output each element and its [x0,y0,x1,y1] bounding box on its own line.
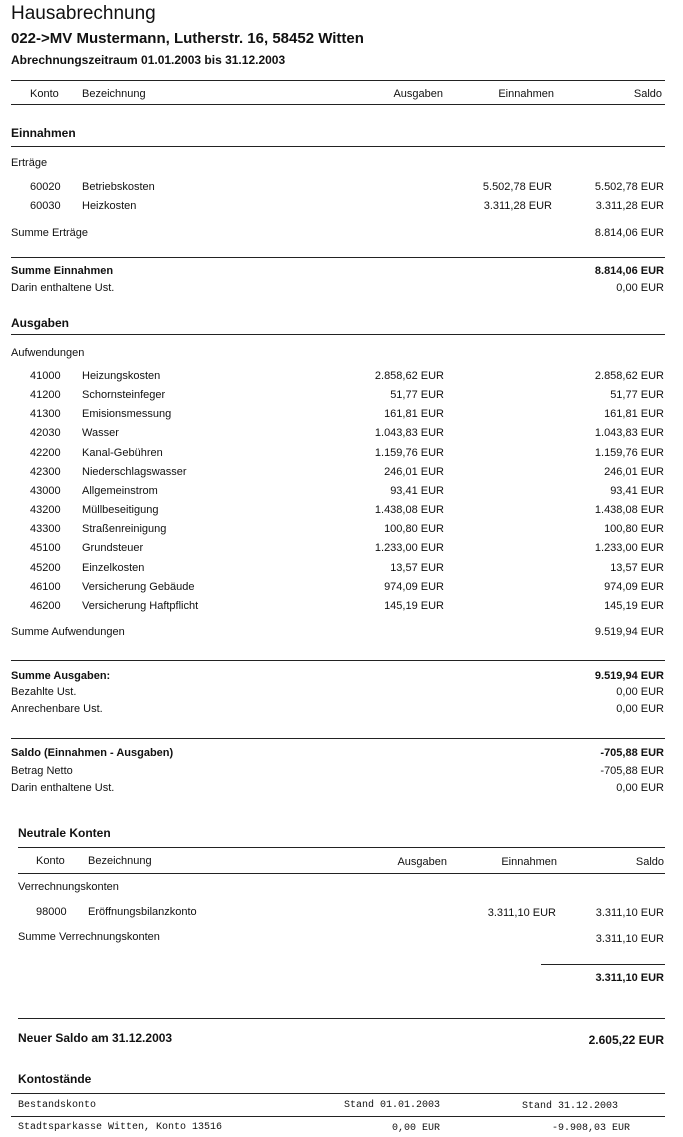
row-name: Grundsteuer [82,542,144,554]
neutrale-total-value: 3.311,10 EUR [595,972,664,984]
col-bezeichnung: Bezeichnung [88,855,152,867]
row-saldo: 51,77 EUR [610,389,664,401]
neuer-saldo-label: Neuer Saldo am 31.12.2003 [18,1031,173,1045]
betrag-netto-label: Betrag Netto [11,765,73,777]
row-saldo: 1.438,08 EUR [594,504,664,516]
row-name: Betriebskosten [82,181,155,193]
row-konto: 41200 [30,389,61,401]
row-name: Allgemeinstrom [82,485,158,497]
anrechenbare-ust-label: Anrechenbare Ust. [11,703,103,715]
saldo-label: Saldo (Einnahmen - Ausgaben) [11,747,174,759]
row-name: Schornsteinfeger [82,389,166,401]
col-einnahmen: Einnahmen [501,856,557,868]
document-title: Hausabrechnung [11,3,156,24]
divider [541,964,665,965]
divider [11,1093,665,1094]
row-konto: 41000 [30,370,61,382]
summe-ertraege-label: Summe Erträge [11,227,89,239]
group-ertraege: Erträge [11,157,48,169]
col-konto: Konto [30,88,59,100]
row-konto: 60030 [30,200,61,212]
row-ausgaben: 974,09 EUR [384,581,444,593]
divider [11,104,665,105]
neuer-saldo-value: 2.605,22 EUR [588,1033,664,1047]
row-konto: 60020 [30,181,61,193]
summe-ausgaben-label: Summe Ausgaben: [11,670,111,682]
row-name: Einzelkosten [82,562,145,574]
row-name: Müllbeseitigung [82,504,159,516]
col-ausgaben: Ausgaben [393,88,443,100]
section-einnahmen: Einnahmen [11,126,76,140]
row-name: Heizkosten [82,200,137,212]
row-name: Versicherung Haftpflicht [82,600,199,612]
row-konto: 41300 [30,408,61,420]
saldo-value: -705,88 EUR [600,747,664,759]
divider [11,738,665,739]
billing-period: Abrechnungszeitraum 01.01.2003 bis 31.12.2003 [11,53,286,67]
summe-aufwendungen-label: Summe Aufwendungen [11,626,125,638]
group-verrechnungskonten: Verrechnungskonten [18,881,119,893]
row-saldo: 93,41 EUR [610,485,664,497]
section-neutrale-konten: Neutrale Konten [18,826,111,840]
row-ausgaben: 2.858,62 EUR [374,370,444,382]
row-ausgaben: 13,57 EUR [390,562,444,574]
row-konto: 45200 [30,562,61,574]
col-saldo: Saldo [635,856,664,868]
row-ausgaben: 1.233,00 EUR [374,542,444,554]
col-bestandskonto: Bestandskonto [18,1100,97,1111]
divider [11,146,665,147]
row-saldo: 100,80 EUR [604,523,664,535]
row-saldo: 13,57 EUR [610,562,664,574]
ust-label: Darin enthaltene Ust. [11,282,115,294]
summe-aufwendungen-value: 9.519,94 EUR [594,626,664,638]
row-saldo: 974,09 EUR [604,581,664,593]
row-ausgaben: 161,81 EUR [384,408,444,420]
section-ausgaben: Ausgaben [11,316,70,330]
divider [11,334,665,335]
row-konto: 46200 [30,600,61,612]
section-kontostaende: Kontostände [18,1072,92,1086]
summe-verrechnungskonten-label: Summe Verrechnungskonten [18,931,160,943]
col-ausgaben: Ausgaben [397,856,447,868]
row-name: Emisionsmessung [82,408,172,420]
row-name: Eröffnungsbilanzkonto [88,906,197,918]
row-ausgaben: 1.438,08 EUR [374,504,444,516]
col-saldo: Saldo [633,88,662,100]
summe-einnahmen-label: Summe Einnahmen [11,265,114,277]
row-name: Heizungskosten [82,370,161,382]
row-konto: 46100 [30,581,61,593]
bank-account-end: -9.908,03 EUR [551,1123,630,1134]
row-name: Straßenreinigung [82,523,167,535]
betrag-netto-value: -705,88 EUR [600,765,664,777]
divider [11,80,665,81]
divider [18,847,665,848]
row-ausgaben: 246,01 EUR [384,466,444,478]
row-saldo: 145,19 EUR [604,600,664,612]
row-saldo: 246,01 EUR [604,466,664,478]
bezahlte-ust-label: Bezahlte Ust. [11,686,77,698]
summe-einnahmen-value: 8.814,06 EUR [594,265,664,277]
row-name: Wasser [82,427,119,439]
saldo-ust-value: 0,00 EUR [616,782,664,794]
row-konto: 43200 [30,504,61,516]
row-konto: 42300 [30,466,61,478]
summe-ausgaben-value: 9.519,94 EUR [594,670,664,682]
row-ausgaben: 145,19 EUR [384,600,444,612]
row-saldo: 3.311,28 EUR [595,200,664,212]
ust-value: 0,00 EUR [616,282,664,294]
row-saldo: 3.311,10 EUR [595,907,664,919]
divider [18,873,665,874]
group-aufwendungen: Aufwendungen [11,347,85,359]
row-ausgaben: 51,77 EUR [390,389,444,401]
row-konto: 42030 [30,427,61,439]
row-saldo: 5.502,78 EUR [594,181,664,193]
col-konto: Konto [36,855,65,867]
bank-account-name: Stadtsparkasse Witten, Konto 13516 [18,1122,223,1133]
row-saldo: 1.043,83 EUR [594,427,664,439]
row-konto: 45100 [30,542,61,554]
row-einnahmen: 3.311,28 EUR [483,200,552,212]
row-saldo: 2.858,62 EUR [594,370,664,382]
tenant-address: 022->MV Mustermann, Lutherstr. 16, 58452 Witten [11,30,364,47]
summe-ertraege-value: 8.814,06 EUR [594,227,664,239]
col-bezeichnung: Bezeichnung [82,88,146,100]
row-name: Versicherung Gebäude [82,581,195,593]
anrechenbare-ust-value: 0,00 EUR [616,703,664,715]
bezahlte-ust-value: 0,00 EUR [616,686,664,698]
row-konto: 43000 [30,485,61,497]
bank-account-start: 0,00 EUR [391,1123,440,1134]
row-einnahmen: 3.311,10 EUR [487,907,556,919]
row-konto: 98000 [36,906,67,918]
row-konto: 42200 [30,447,61,459]
divider [11,257,665,258]
col-einnahmen: Einnahmen [498,88,554,100]
divider [18,1018,665,1019]
summe-verrechnungskonten-value: 3.311,10 EUR [595,933,664,945]
divider [11,1116,665,1117]
row-ausgaben: 1.043,83 EUR [374,427,444,439]
row-ausgaben: 93,41 EUR [390,485,444,497]
row-ausgaben: 100,80 EUR [384,523,444,535]
divider [11,660,665,661]
row-saldo: 1.233,00 EUR [594,542,664,554]
row-konto: 43300 [30,523,61,535]
row-name: Kanal-Gebühren [82,447,163,459]
row-saldo: 161,81 EUR [604,408,664,420]
row-ausgaben: 1.159,76 EUR [374,447,444,459]
saldo-ust-label: Darin enthaltene Ust. [11,782,115,794]
col-stand-start: Stand 01.01.2003 [343,1100,440,1111]
row-saldo: 1.159,76 EUR [594,447,664,459]
col-stand-end: Stand 31.12.2003 [521,1101,618,1112]
row-name: Niederschlagswasser [82,466,187,478]
row-einnahmen: 5.502,78 EUR [482,181,552,193]
